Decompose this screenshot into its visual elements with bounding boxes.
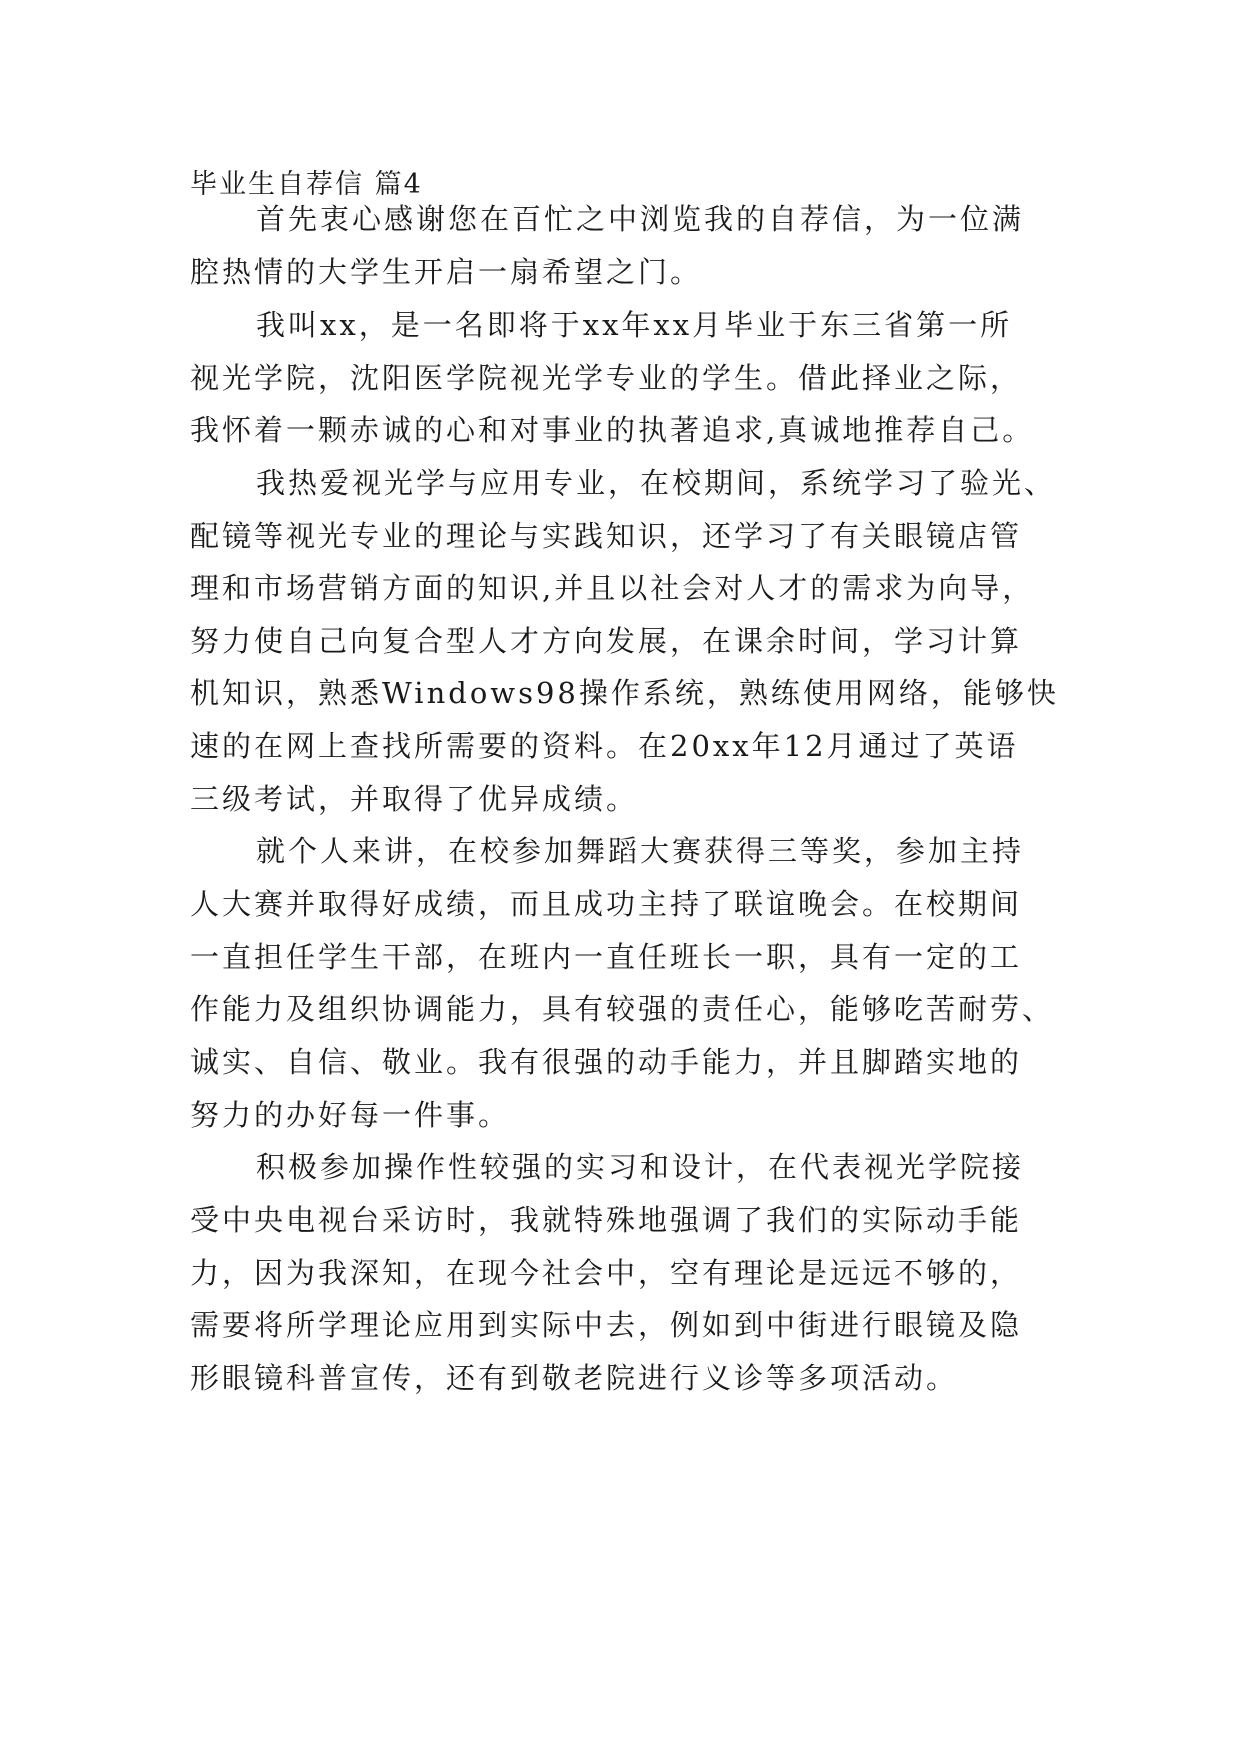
paragraph-line: 人大赛并取得好成绩，而且成功主持了联谊晚会。在校期间: [190, 887, 1023, 921]
paragraph-line: 努力的办好每一件事。: [190, 1098, 511, 1132]
paragraph-line: 力，因为我深知，在现今社会中，空有理论是远远不够的，: [190, 1256, 1023, 1290]
paragraph-line: 首先衷心感谢您在百忙之中浏览我的自荐信，为一位满: [256, 202, 1025, 236]
paragraph-line: 形眼镜科普宣传，还有到敬老院进行义诊等多项活动。: [190, 1361, 959, 1395]
paragraph-line: 诚实、自信、敬业。我有很强的动手能力，并且脚踏实地的: [190, 1045, 1023, 1079]
paragraph-line: 作能力及组织协调能力，具有较强的责任心，能够吃苦耐劳、: [190, 992, 1055, 1026]
document-title: 毕业生自荐信 篇4: [190, 169, 423, 200]
paragraph-line: 理和市场营销方面的知识,并且以社会对人才的需求为向导，: [190, 571, 1035, 605]
paragraph-line: 就个人来讲，在校参加舞蹈大赛获得三等奖，参加主持: [256, 834, 1025, 868]
paragraph-line: 一直担任学生干部，在班内一直任班长一职，具有一定的工: [190, 940, 1023, 974]
paragraph-line: 视光学院，沈阳医学院视光学专业的学生。借此择业之际，: [190, 361, 1023, 395]
paragraph-line: 我热爱视光学与应用专业，在校期间，系统学习了验光、: [256, 466, 1057, 500]
paragraph-line: 我叫xx，是一名即将于xx年xx月毕业于东三省第一所: [256, 308, 1013, 342]
paragraph-line: 机知识，熟悉Windows98操作系统，熟练使用网络，能够快: [190, 676, 1059, 710]
paragraph-line: 速的在网上查找所需要的资料。在20xx年12月通过了英语: [190, 729, 1019, 763]
paragraph-line: 需要将所学理论应用到实际中去，例如到中街进行眼镜及隐: [190, 1308, 1023, 1342]
paragraph-line: 努力使自己向复合型人才方向发展，在课余时间，学习计算: [190, 624, 1023, 658]
paragraph-line: 腔热情的大学生开启一扇希望之门。: [190, 255, 703, 289]
paragraph-line: 受中央电视台采访时，我就特殊地强调了我们的实际动手能: [190, 1203, 1023, 1237]
paragraph-line: 三级考试，并取得了优异成绩。: [190, 782, 639, 816]
paragraph-line: 配镜等视光专业的理论与实践知识，还学习了有关眼镜店管: [190, 519, 1023, 553]
paragraph-line: 我怀着一颗赤诚的心和对事业的执著追求,真诚地推荐自己。: [190, 413, 1035, 447]
paragraph-line: 积极参加操作性较强的实习和设计，在代表视光学院接: [256, 1150, 1025, 1184]
